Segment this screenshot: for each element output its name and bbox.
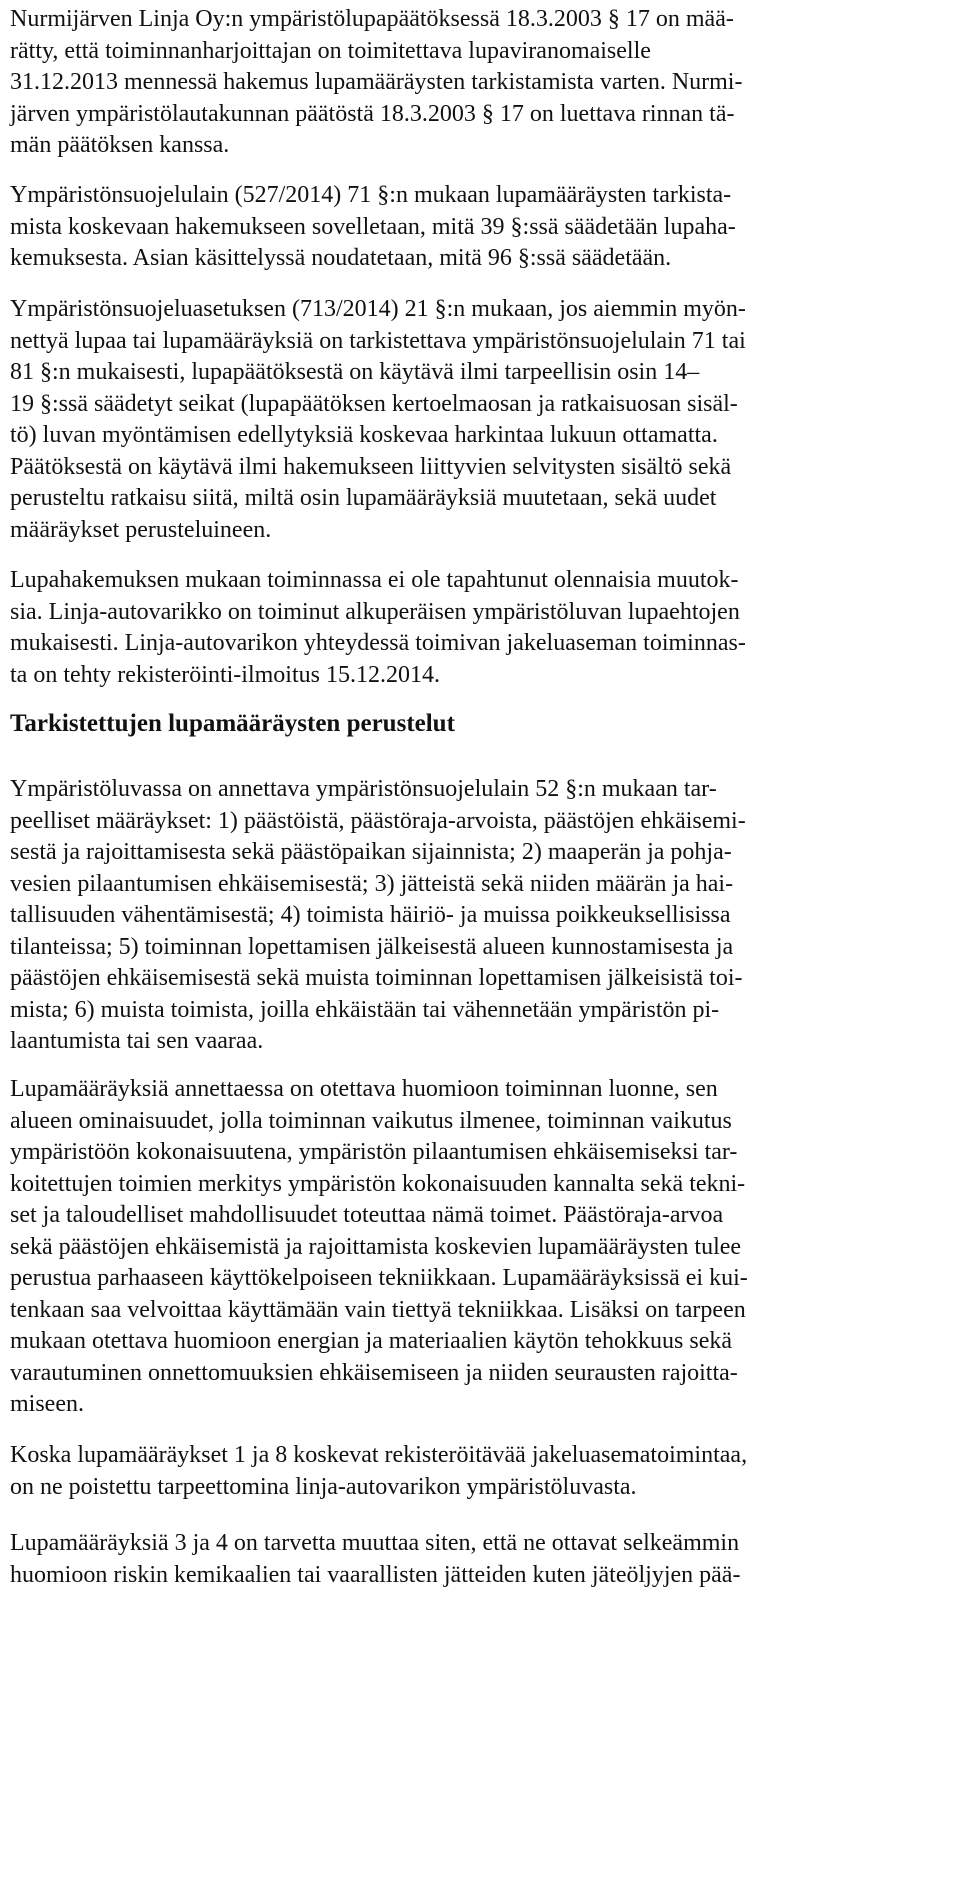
text-line: peelliset määräykset: 1) päästöistä, päästöraja-arvoista, päästöjen ehkäisemi- bbox=[10, 807, 746, 834]
paragraph-permit-conditions bbox=[10, 774, 950, 1058]
text-line: varautuminen onnettomuuksien ehkäisemiseen ja niiden seurausten rajoitta- bbox=[10, 1359, 738, 1386]
text-line: mista; 6) muista toimista, joilla ehkäistään tai vähennetään ympäristön pi- bbox=[10, 996, 720, 1023]
text-line: järven ympäristölautakunnan päätöstä 18.3.2003 § 17 on luettava rinnan tä- bbox=[10, 100, 735, 127]
text-line: 19 §:ssä säädetyt seikat (lupapäätöksen kertoelmaosan ja ratkaisuosan sisäl- bbox=[10, 390, 738, 417]
text-line: set ja taloudelliset mahdollisuudet toteuttaa nämä toimet. Päästöraja-arvoa bbox=[10, 1202, 724, 1228]
text-line: mukaisesti. Linja-autovarikon yhteydessä toimivan jakeluaseman toiminnas- bbox=[10, 630, 746, 656]
text-line: Koska lupamääräykset 1 ja 8 koskevat rekisteröitävää jakeluasematoimintaa, bbox=[10, 1442, 748, 1468]
text-line: mista koskevaan hakemukseen sovelletaan, mitä 39 §:ssä säädetään lupaha- bbox=[10, 213, 736, 240]
text-line: kemuksesta. Asian käsittelyssä noudatetaan, mitä 96 §:ssä säädetään. bbox=[10, 245, 672, 271]
text-line: tilanteissa; 5) toiminnan lopettamisen jälkeisestä alueen kunnostamisesta ja bbox=[10, 933, 734, 960]
paragraph-removed-conditions bbox=[10, 1440, 950, 1503]
text-line: nettyä lupaa tai lupamääräyksiä on tarkistettava ympäristönsuojelulain 71 tai bbox=[10, 327, 746, 354]
text-line: ympäristöön kokonaisuutena, ympäristön pilaantumisen ehkäisemiseksi tar- bbox=[10, 1139, 738, 1165]
paragraph-legal-basis bbox=[10, 180, 950, 275]
text-line: vesien pilaantumisen ehkäisemisestä; 3) jätteistä sekä niiden määrän ja hai- bbox=[10, 870, 734, 897]
text-line: miseen. bbox=[10, 1391, 84, 1417]
text-line: mukaan otettava huomioon energian ja materiaalien käytön tehokkuus sekä bbox=[10, 1328, 732, 1354]
paragraph-application-status bbox=[10, 565, 950, 691]
section-heading: Tarkistettujen lupamääräysten perustelut bbox=[10, 710, 455, 737]
text-line: 31.12.2013 mennessä hakemus lupamääräysten tarkistamista varten. Nurmi- bbox=[10, 69, 743, 95]
paragraph-modified-conditions bbox=[10, 1528, 950, 1591]
text-line: Nurmijärven Linja Oy:n ympäristölupapäätöksessä 18.3.2003 § 17 on mää- bbox=[10, 6, 734, 32]
text-line: 81 §:n mukaisesti, lupapäätöksestä on käytävä ilmi tarpeellisin osin 14– bbox=[10, 359, 700, 385]
text-line: alueen ominaisuudet, jolla toiminnan vaikutus ilmenee, toiminnan vaikutus bbox=[10, 1107, 732, 1134]
text-line: tallisuuden vähentämisestä; 4) toimista häiriö- ja muissa poikkeuksellisissa bbox=[10, 902, 731, 928]
text-line: sestä ja rajoittamisesta sekä päästöpaikan sijainnista; 2) maaperän ja pohja- bbox=[10, 839, 732, 865]
text-line: sia. Linja-autovarikko on toiminut alkuperäisen ympäristöluvan lupaehtojen bbox=[10, 598, 740, 625]
text-line: perusteltu ratkaisu siitä, miltä osin lupamääräyksiä muutetaan, sekä uudet bbox=[10, 485, 717, 511]
text-line: perustua parhaaseen käyttökelpoiseen tekniikkaan. Lupamääräyksissä ei kui- bbox=[10, 1265, 748, 1291]
text-line: Päätöksestä on käytävä ilmi hakemukseen liittyvien selvitysten sisältö sekä bbox=[10, 453, 732, 480]
text-line: huomioon riskin kemikaalien tai vaarallisten jätteiden kuten jäteöljyjen pää- bbox=[10, 1561, 741, 1588]
text-line: määräykset perusteluineen. bbox=[10, 516, 272, 543]
text-line: rätty, että toiminnanharjoittajan on toimitettava lupaviranomaiselle bbox=[10, 37, 651, 64]
paragraph-permit-history bbox=[10, 4, 950, 162]
text-line: ta on tehty rekisteröinti-ilmoitus 15.12.2014. bbox=[10, 661, 440, 688]
text-line: sekä päästöjen ehkäisemistä ja rajoittamista koskevien lupamääräysten tulee bbox=[10, 1233, 742, 1260]
text-line: tö) luvan myöntämisen edellytyksiä koskevaa harkintaa lukuun ottamatta. bbox=[10, 422, 718, 448]
text-line: män päätöksen kanssa. bbox=[10, 132, 230, 158]
paragraph-considerations bbox=[10, 1074, 950, 1421]
paragraph-decree-requirements bbox=[10, 294, 950, 546]
text-line: koitettujen toimien merkitys ympäristön kokonaisuuden kannalta sekä tekni- bbox=[10, 1170, 746, 1197]
text-line: on ne poistettu tarpeettomina linja-autovarikon ympäristöluvasta. bbox=[10, 1473, 637, 1500]
text-line: laantumista tai sen vaaraa. bbox=[10, 1028, 264, 1054]
text-line: Lupamääräyksiä 3 ja 4 on tarvetta muuttaa siten, että ne ottavat selkeämmin bbox=[10, 1530, 740, 1556]
text-line: Ympäristönsuojelulain (527/2014) 71 §:n mukaan lupamääräysten tarkista- bbox=[10, 182, 732, 208]
text-line: Lupahakemuksen mukaan toiminnassa ei ole tapahtunut olennaisia muutok- bbox=[10, 567, 739, 593]
text-line: Ympäristönsuojeluasetuksen (713/2014) 21 §:n mukaan, jos aiemmin myön- bbox=[10, 296, 746, 322]
text-line: päästöjen ehkäisemisestä sekä muista toiminnan lopettamisen jälkeisistä toi- bbox=[10, 965, 743, 991]
text-line: Ympäristöluvassa on annettava ympäristönsuojelulain 52 §:n mukaan tar- bbox=[10, 776, 717, 802]
text-line: Lupamääräyksiä annettaessa on otettava huomioon toiminnan luonne, sen bbox=[10, 1076, 718, 1102]
text-line: tenkaan saa velvoittaa käyttämään vain tiettyä tekniikkaa. Lisäksi on tarpeen bbox=[10, 1296, 746, 1323]
